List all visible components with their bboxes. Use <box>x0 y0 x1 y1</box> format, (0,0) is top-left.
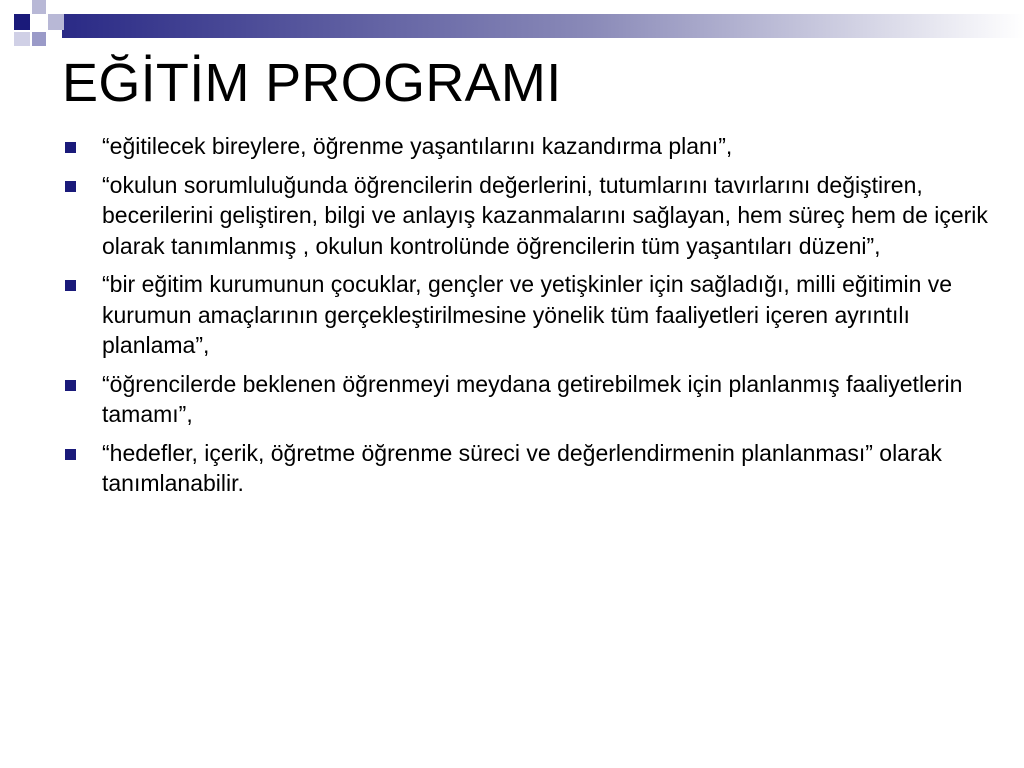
slide-title: EĞİTİM PROGRAMI <box>62 53 562 113</box>
header-gradient-bar <box>62 14 1024 38</box>
deco-square <box>48 14 64 30</box>
square-bullet-icon <box>65 181 76 192</box>
bullet-list <box>62 131 992 507</box>
deco-square <box>14 32 30 46</box>
deco-square <box>32 0 46 14</box>
bullet-item <box>62 369 992 430</box>
bullet-item <box>62 269 992 361</box>
deco-square <box>32 32 46 46</box>
bullet-item <box>62 131 992 162</box>
bullet-item <box>62 438 992 499</box>
deco-square <box>14 14 30 30</box>
bullet-text: “bir eğitim kurumunun çocuklar, gençler ve yetişkinler için sağladığı, milli eğitimin ve kurumun amaçlarının gerçekleştirilmesine yönelik tüm faaliyetleri içeren ayrıntılı planlama”, <box>102 271 953 358</box>
square-bullet-icon <box>65 380 76 391</box>
square-bullet-icon <box>65 142 76 153</box>
bullet-text: “hedefler, içerik, öğretme öğrenme süreci ve değerlendirmenin planlanması” olarak tanımlanabilir. <box>102 439 942 496</box>
square-bullet-icon <box>65 449 76 460</box>
bullet-item <box>62 170 992 262</box>
square-bullet-icon <box>65 280 76 291</box>
bullet-text: “eğitilecek bireylere, öğrenme yaşantılarını kazandırma planı”, <box>102 133 733 159</box>
bullet-text: “öğrencilerde beklenen öğrenmeyi meydana getirebilmek için planlanmış faaliyetlerin tamamı”, <box>102 370 963 427</box>
bullet-text: “okulun sorumluluğunda öğrencilerin değerlerini, tutumlarını tavırlarını değiştiren, becerilerini geliştiren, bilgi ve anlayış kazanmalarını sağlayan, hem süreç hem de içerik olarak tanımlanmış , okulun kontrolünde öğrencilerin tüm yaşantıları düzeni”, <box>102 171 988 259</box>
